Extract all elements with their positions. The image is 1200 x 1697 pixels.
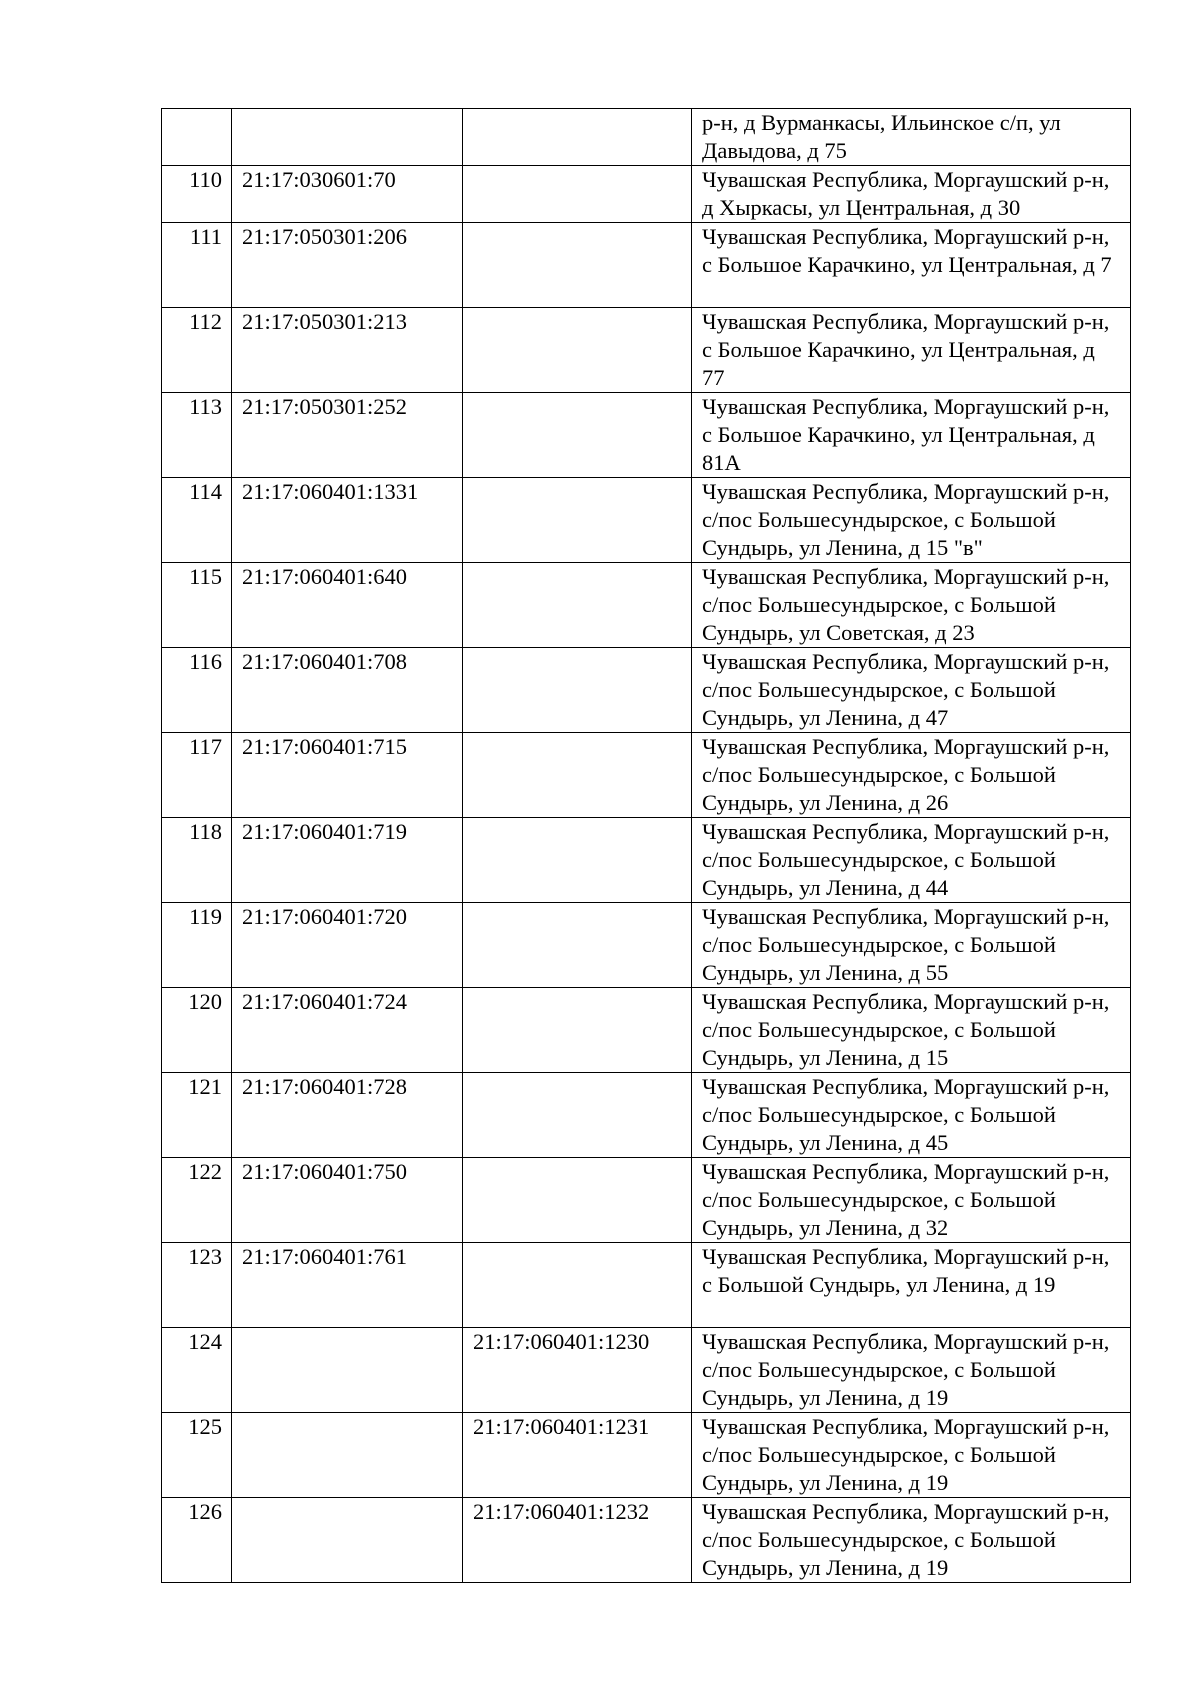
cadastral-number: 21:17:060401:720 — [232, 903, 463, 988]
table-row — [162, 563, 1131, 648]
row-number: 110 — [162, 166, 232, 223]
address: Чувашская Республика, Моргаушский р-н, с Большое Карачкино, ул Центральная, д 81А — [692, 393, 1131, 478]
address: Чувашская Республика, Моргаушский р-н, с/пос Большесундырское, с Большой Сундырь, ул Ленина, д 32 — [692, 1158, 1131, 1243]
row-number: 112 — [162, 308, 232, 393]
table-row — [162, 1498, 1131, 1583]
linked-cadastral-number — [463, 166, 692, 223]
address: Чувашская Республика, Моргаушский р-н, с/пос Большесундырское, с Большой Сундырь, ул Ленина, д 26 — [692, 733, 1131, 818]
cadastral-number: 21:17:060401:750 — [232, 1158, 463, 1243]
address: Чувашская Республика, Моргаушский р-н, с/пос Большесундырское, с Большой Сундырь, ул Ленина, д 45 — [692, 1073, 1131, 1158]
linked-cadastral-number: 21:17:060401:1231 — [463, 1413, 692, 1498]
address: Чувашская Республика, Моргаушский р-н, с/пос Большесундырское, с Большой Сундырь, ул Ленина, д 47 — [692, 648, 1131, 733]
linked-cadastral-number — [463, 109, 692, 166]
linked-cadastral-number — [463, 903, 692, 988]
linked-cadastral-number — [463, 478, 692, 563]
row-number — [162, 109, 232, 166]
table-row — [162, 478, 1131, 563]
table-row — [162, 1243, 1131, 1328]
cadastral-number: 21:17:050301:213 — [232, 308, 463, 393]
address: Чувашская Республика, Моргаушский р-н, с/пос Большесундырское, с Большой Сундырь, ул Ленина, д 15 "в" — [692, 478, 1131, 563]
linked-cadastral-number — [463, 1073, 692, 1158]
cadastral-number: 21:17:060401:761 — [232, 1243, 463, 1328]
address: Чувашская Республика, Моргаушский р-н, с Большое Карачкино, ул Центральная, д 77 — [692, 308, 1131, 393]
address: Чувашская Республика, Моргаушский р-н, с/пос Большесундырское, с Большой Сундырь, ул Ленина, д 19 — [692, 1498, 1131, 1583]
cadastral-number — [232, 1328, 463, 1413]
table-row — [162, 648, 1131, 733]
address: Чувашская Республика, Моргаушский р-н, с/пос Большесундырское, с Большой Сундырь, ул Ленина, д 55 — [692, 903, 1131, 988]
address: р-н, д Вурманкасы, Ильинское с/п, ул Давыдова, д 75 — [692, 109, 1131, 166]
linked-cadastral-number — [463, 1243, 692, 1328]
table-row — [162, 988, 1131, 1073]
property-table — [161, 108, 1131, 1583]
cadastral-number — [232, 109, 463, 166]
cadastral-number: 21:17:060401:708 — [232, 648, 463, 733]
cadastral-number — [232, 1413, 463, 1498]
table-row — [162, 109, 1131, 166]
row-number: 114 — [162, 478, 232, 563]
cadastral-number: 21:17:050301:252 — [232, 393, 463, 478]
table-row — [162, 1413, 1131, 1498]
linked-cadastral-number — [463, 393, 692, 478]
row-number: 116 — [162, 648, 232, 733]
table-row — [162, 818, 1131, 903]
table-row — [162, 308, 1131, 393]
linked-cadastral-number — [463, 733, 692, 818]
table-body — [162, 109, 1131, 1583]
cadastral-number: 21:17:060401:719 — [232, 818, 463, 903]
cadastral-number: 21:17:050301:206 — [232, 223, 463, 308]
row-number: 118 — [162, 818, 232, 903]
table-row — [162, 1073, 1131, 1158]
address: Чувашская Республика, Моргаушский р-н, с/пос Большесундырское, с Большой Сундырь, ул Ленина, д 15 — [692, 988, 1131, 1073]
address: Чувашская Республика, Моргаушский р-н, с Большой Сундырь, ул Ленина, д 19 — [692, 1243, 1131, 1328]
linked-cadastral-number: 21:17:060401:1232 — [463, 1498, 692, 1583]
table-row — [162, 1328, 1131, 1413]
linked-cadastral-number: 21:17:060401:1230 — [463, 1328, 692, 1413]
row-number: 120 — [162, 988, 232, 1073]
linked-cadastral-number — [463, 223, 692, 308]
cadastral-number: 21:17:060401:640 — [232, 563, 463, 648]
cadastral-number: 21:17:060401:724 — [232, 988, 463, 1073]
row-number: 124 — [162, 1328, 232, 1413]
row-number: 119 — [162, 903, 232, 988]
cadastral-number: 21:17:030601:70 — [232, 166, 463, 223]
linked-cadastral-number — [463, 563, 692, 648]
row-number: 115 — [162, 563, 232, 648]
cadastral-number: 21:17:060401:1331 — [232, 478, 463, 563]
address: Чувашская Республика, Моргаушский р-н, с/пос Большесундырское, с Большой Сундырь, ул Советская, д 23 — [692, 563, 1131, 648]
cadastral-number: 21:17:060401:728 — [232, 1073, 463, 1158]
linked-cadastral-number — [463, 1158, 692, 1243]
address: Чувашская Республика, Моргаушский р-н, с/пос Большесундырское, с Большой Сундырь, ул Ленина, д 44 — [692, 818, 1131, 903]
row-number: 121 — [162, 1073, 232, 1158]
address: Чувашская Республика, Моргаушский р-н, с/пос Большесундырское, с Большой Сундырь, ул Ленина, д 19 — [692, 1413, 1131, 1498]
address: Чувашская Республика, Моргаушский р-н, д Хыркасы, ул Центральная, д 30 — [692, 166, 1131, 223]
address: Чувашская Республика, Моргаушский р-н, с/пос Большесундырское, с Большой Сундырь, ул Ленина, д 19 — [692, 1328, 1131, 1413]
linked-cadastral-number — [463, 988, 692, 1073]
table-row — [162, 1158, 1131, 1243]
cadastral-number: 21:17:060401:715 — [232, 733, 463, 818]
cadastral-number — [232, 1498, 463, 1583]
linked-cadastral-number — [463, 648, 692, 733]
row-number: 126 — [162, 1498, 232, 1583]
table-row — [162, 166, 1131, 223]
table-row — [162, 903, 1131, 988]
row-number: 113 — [162, 393, 232, 478]
table-row — [162, 393, 1131, 478]
table-row — [162, 733, 1131, 818]
linked-cadastral-number — [463, 818, 692, 903]
linked-cadastral-number — [463, 308, 692, 393]
row-number: 122 — [162, 1158, 232, 1243]
address: Чувашская Республика, Моргаушский р-н, с Большое Карачкино, ул Центральная, д 7 — [692, 223, 1131, 308]
table-row — [162, 223, 1131, 308]
row-number: 125 — [162, 1413, 232, 1498]
row-number: 123 — [162, 1243, 232, 1328]
row-number: 117 — [162, 733, 232, 818]
row-number: 111 — [162, 223, 232, 308]
